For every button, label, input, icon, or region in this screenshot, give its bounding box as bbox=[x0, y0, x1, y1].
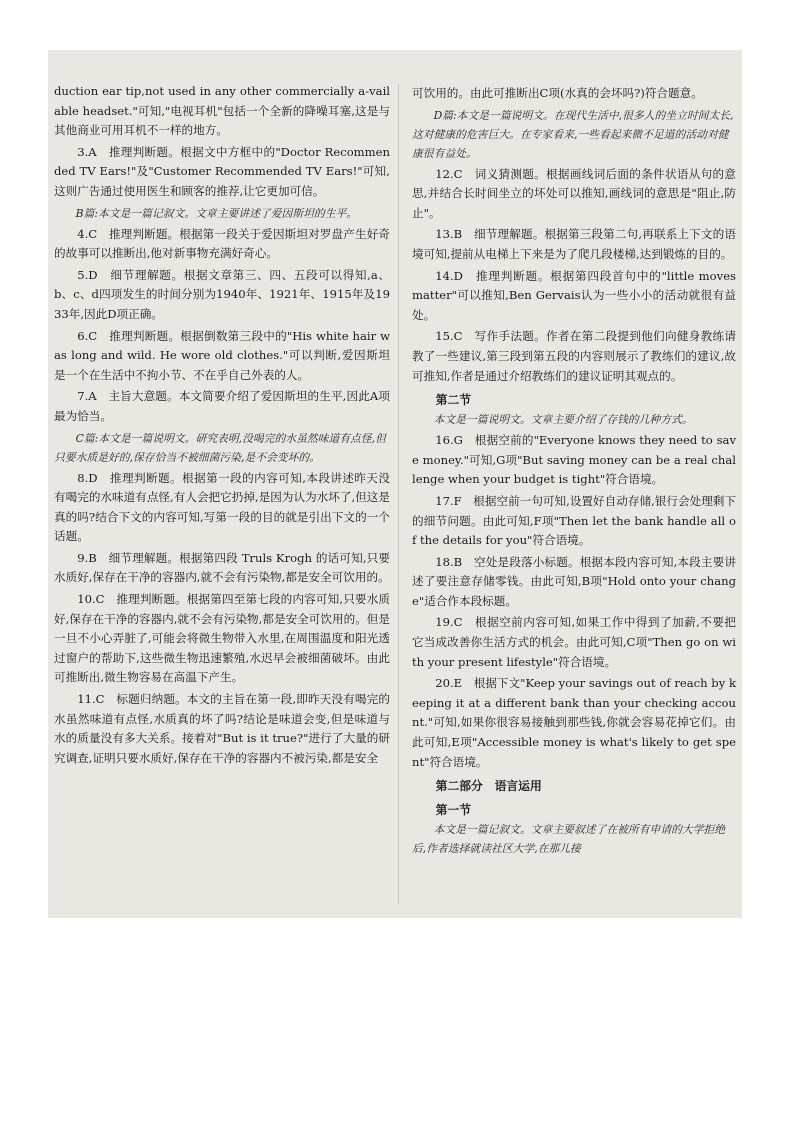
right-column bbox=[412, 84, 736, 860]
section-title: 第二部分 语言运用 bbox=[435, 779, 542, 794]
answer-paragraph: 20.E 根据下文"Keep your savings out of reach by keeping it at a different bank than your checking account."可知,如果你很容易接触到那些钱,你就会容易花掉它们。由此可知,E项"Accessible money is what's likely to get spent"符合语境。 bbox=[412, 676, 737, 769]
answer-paragraph: 18.B 空处是段落小标题。根据本段内容可知,本段主要讲述了要注意存储零钱。由此可知,B项"Hold onto your change"适合作本段标题。 bbox=[412, 554, 736, 608]
answer-paragraph: 17.F 根据空前一句可知,设置好自动存储,银行会处理剩下的细节问题。由此可知,F项"Then let the bank handle all of the details for you"符合语境。 bbox=[412, 493, 736, 548]
answer-paragraph: 10.C 推理判断题。根据第四至第七段的内容可知,只要水质好,保存在干净的容器内,就不会有污染物,都是安全可饮用的。但是一旦不小心弄脏了,可能会将微生物带入水里,在周围温度和阳光透过窗户的帮助下,这些微生物迅速繁殖,水迟早会被细菌破坏。由此可推断出,微生物容易在高温下产生。 bbox=[54, 592, 390, 685]
section-title: 第二节 bbox=[435, 393, 471, 408]
answer-paragraph: 3.A 推理判断题。根据文中方框中的"Doctor Recommended TV Ears!"及"Customer Recommended TV Ears!"可知,这则广告通过使用医生和顾客的推荐,让它更加可信。 bbox=[54, 144, 390, 198]
answer-paragraph: 19.C 根据空前内容可知,如果工作中得到了加薪,不要把它当成改善你生活方式的机会。由此可知,C项"Then go on with your present lifestyle"符合语境。 bbox=[412, 615, 736, 669]
answer-paragraph: 14.D 推理判断题。根据第四段首句中的"little moves matter"可以推知,Ben Gervais认为一些小小的活动就很有益处。 bbox=[412, 268, 736, 322]
answer-paragraph: 9.B 细节理解题。根据第四段 Truls Krogh 的话可知,只要水质好,保存在干净的容器内,就不会有污染物,都是安全可饮用的。 bbox=[54, 550, 390, 585]
passage-summary: 本文是一篇说明文。文章主要介绍了存钱的几种方式。 bbox=[433, 413, 693, 427]
answer-paragraph: 6.C 推理判断题。根据倒数第三段中的"His white hair was long and wild. He wore old clothes."可以判断,爱因斯坦是一个在生活中不拘小节、不在乎自己外表的人。 bbox=[54, 328, 390, 382]
section-title: 第一节 bbox=[435, 803, 471, 818]
answer-paragraph: 13.B 细节理解题。根据第三段第二句,再联系上下文的语境可知,提前从电梯上下来是为了爬几段楼梯,达到锻炼的目的。 bbox=[412, 227, 736, 261]
answer-paragraph: 11.C 标题归纳题。本文的主旨在第一段,即昨天没有喝完的水虽然味道有点怪,水质真的坏了吗?结论是味道会变,但是味道与水的质量没有多大关系。接着对"But is it true?"进行了大量的研究调查,证明只要水质好,保存在干净的容器内不被污染,都是安全 bbox=[54, 692, 390, 765]
answer-paragraph: 12.C 词义猜测题。根据画线词后面的条件状语从句的意思,并结合长时间坐立的坏处可以推知,画线词的意思是"阻止,防止"。 bbox=[412, 166, 736, 220]
answer-paragraph: duction ear tip,not used in any other commercially a-vailable headset."可知,"电视耳机"包括一个全新的降噪耳塞,这是与其他商业可用耳机不一样的地方。 bbox=[54, 84, 390, 138]
passage-summary: C篇:本文是一篇说明文。研究表明,没喝完的水虽然味道有点怪,但只要水质是好的,保存恰当不被细菌污染,是不会变坏的。 bbox=[54, 431, 386, 464]
answer-paragraph: 4.C 推理判断题。根据第一段关于爱因斯坦对罗盘产生好奇的故事可以推断出,他对新事物充满好奇心。 bbox=[54, 226, 390, 261]
passage-summary: 本文是一篇记叙文。文章主要叙述了在被所有申请的大学拒绝后,作者选择就读社区大学,在那儿接 bbox=[412, 823, 726, 856]
answer-paragraph: 7.A 主旨大意题。本文简要介绍了爱因斯坦的生平,因此A项最为恰当。 bbox=[54, 389, 390, 423]
answer-paragraph: 16.G 根据空前的"Everyone knows they need to save money."可知,G项"But saving money can be a real challenge when your budget is tight"符合语境。 bbox=[412, 433, 736, 487]
answer-paragraph: 15.C 写作手法题。作者在第二段提到他们向健身教练请教了一些建议,第三段到第五段的内容则展示了教练们的建议,故可推知,作者是通过介绍教练们的建议证明其观点的。 bbox=[412, 329, 736, 383]
answer-paragraph: 8.D 推理判断题。根据第一段的内容可知,本段讲述昨天没有喝完的水味道有点怪,有人会把它扔掉,是因为认为水坏了,但这是真的吗?结合下文的内容可知,写第一段的目的就是引出下文的一个话题。 bbox=[54, 470, 390, 544]
passage-summary: D篇:本文是一篇说明文。在现代生活中,很多人的坐立时间太长,这对健康的危害巨大。在专家看来,一些看起来微不足道的活动对健康很有益处。 bbox=[412, 108, 734, 160]
answer-paragraph: 5.D 细节理解题。根据文章第三、四、五段可以得知,a、b、c、d四项发生的时间分别为1940年、1921年、1915年及1933年,因此D项正确。 bbox=[54, 267, 390, 321]
column-divider bbox=[398, 84, 399, 904]
left-column bbox=[54, 82, 390, 770]
passage-summary: B篇:本文是一篇记叙文。文章主要讲述了爱因斯坦的生平。 bbox=[75, 206, 358, 220]
answer-paragraph: 可饮用的。由此可推断出C项(水真的会坏吗?)符合题意。 bbox=[412, 86, 703, 100]
scanned-page bbox=[48, 50, 742, 918]
